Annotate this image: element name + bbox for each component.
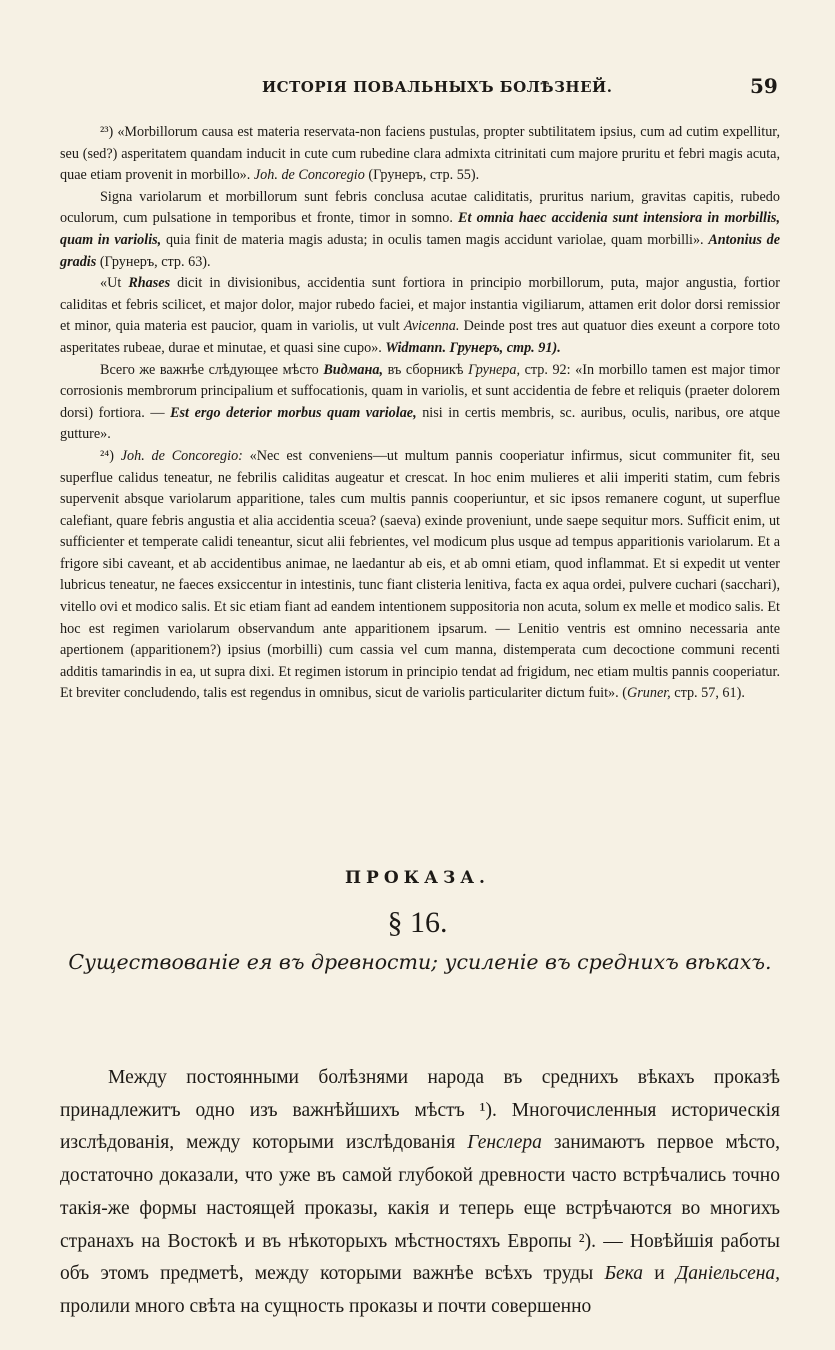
main-text-segment: и <box>654 1263 665 1285</box>
source-author: Widmann. <box>385 339 446 356</box>
footnote-text: стр. 92: «In morbillo tamen est major timor corrosionis membrorum principalium et suffocationis, quam in variolis, et sunt accidentia de febre et reliquis (praeter dolorem dorsi) fortiora. — <box>60 361 780 421</box>
author-name: Даніельсена, <box>675 1263 781 1285</box>
main-paragraph <box>60 1062 780 1324</box>
source-ref: Грунеръ, стр. 91). <box>449 339 561 356</box>
main-text-segment: занимаютъ первое мѣсто, достаточно доказали, что уже въ самой глубокой древности часто встрѣчались точно такія-же формы настоящей проказы, какія и теперь еще встрѣчаются во многихъ странахъ на Востокѣ и въ нѣкоторыхъ мѣстностяхъ Европы ²). — Новѣйшія работы объ этомъ предметѣ, между которыми важнѣе всѣхъ труды <box>60 1132 781 1285</box>
footnote-text: Всего же важнѣе слѣдующее мѣсто <box>100 361 319 378</box>
footnote-23 <box>60 122 780 187</box>
footnotes-block <box>60 122 780 705</box>
footnote-text: «Morbillorum causa est materia reservata-non faciens pustulas, propter subtilitatem ipsius, cum ad cutim expellitur, seu (sed?) asperitatem quandam inducit in cute cum rubedine clara admixta citrinitati cum majore pruritu et febri magis acuta, quae etiam provenit in morbillo». <box>60 124 780 184</box>
source-author: Joh. de Concoregio <box>253 167 365 184</box>
page-number: 59 <box>750 74 778 98</box>
author-name: Видмана, <box>323 361 384 378</box>
main-text-segment: Между постоянными болѣзнями народа въ среднихъ вѣкахъ проказѣ принадлежитъ одно изъ важнѣйшихъ мѣстъ ¹). Многочисленныя историческія изслѣдованія, между которыми изслѣдованія <box>60 1067 780 1154</box>
source-ref: (Грунеръ, стр. 55). <box>368 167 480 184</box>
section-heading: ПРОКАЗА. <box>345 868 490 888</box>
source-author: Antonius de gradis <box>60 231 781 270</box>
footnote-paragraph <box>60 187 780 273</box>
running-head: ИСТОРІЯ ПОВАЛЬНЫХЪ БОЛѢЗНЕЙ. <box>262 78 613 96</box>
page-header <box>0 74 835 104</box>
main-text-segment: пролили много свѣта на сущность проказы и почти совершенно <box>60 1295 592 1317</box>
source-ref: (Грунеръ, стр. 63). <box>99 253 211 270</box>
source-author: Gruner, <box>626 685 671 702</box>
footnote-paragraph <box>60 360 780 446</box>
author-name: Avicenna. <box>403 318 460 335</box>
footnote-paragraph <box>60 273 780 359</box>
footnote-text: nisi in certis membris, sc. auribus, oculis, naribus, ore atque gutture». <box>60 404 780 443</box>
footnote-text: «Nec est conveniens—ut multum pannis cooperiatur infirmus, sicut communiter fit, seu superflue calidus teneatur, ne febrilis caliditas augeatur et crescat. In hoc enim mulieres et alii imperiti statim, cum febris supervenit absque variolarum apparitione, tales cum multis pannis cooperiuntur, et sic ipsos remanere cogunt, ut superflue calefiant, quare febris angustia et alia accidentia sceua? (saeva) exinde proveniunt, unde saepe sequitur mors. Sufficit enim, ut sufficienter et temperate calidi teneantur, sicut alii febrientes, vel modicum plus usque ad tempus apparitionis variolarum. Et a frigore sibi caveant, et ab accidentibus animae, ne laedantur ab eis, et ab omni etiam, quod inflammat. Et si expedit ut venter lubricus teneatur, ne faeces exsiccentur in intestinis, tunc fiant clisteria lenitiva, facta ex aqua ordei, pulvere cuchari (sacchari), vitello ovi et modico salis. Et sic etiam fiant ad eandem intentionem suppositoria non acuta, solum ex melle et modico salis. Et hoc est regimen variolarum observandum ante apparitionem ipsarum. — Lenitio ventris est omnino necessaria ante apertionem (apparitionem?) ipsius (morbilli) cum cassia vel cum manna, distemperata cum decoctione communi recenti additis tamarindis in ea, ut supra dixi. Et regimen istorum in principio tendat ad frigidum, nec etiam multis pannis cooperiatur. Et breviter concludendo, talis est regendus in omnibus, sicut de variolis particulariter dictum fuit». <box>60 447 781 702</box>
footnote-marker: ²³) <box>100 124 114 140</box>
author-name: Бека <box>604 1263 644 1285</box>
source-author: Joh. de Concoregio: <box>120 447 243 464</box>
footnote-text: въ сборникѣ <box>387 361 464 378</box>
footnote-text: quia finit de materia magis adusta; in oculis tamen magis accidunt variolae, quam morbilli». <box>165 231 704 248</box>
source-ref: стр. 57, 61). <box>674 685 745 702</box>
footnote-text: dicit in divisionibus, accidentia sunt fortiora in principio morbillorum, puta, major angustia, fortior caliditas et febris scilicet, et major dolor, major rubedo faciei, et major instantia vigiliarum, attamen erit dolor dorsi remissior et minor, quia materia est paucior, quam in variolis, ut vult <box>60 275 780 335</box>
footnote-text: «Ut <box>100 275 122 292</box>
section-subtitle: Существованіе ея въ древности; усиленіе въ среднихъ вѣкахъ. <box>68 950 772 974</box>
footnote-text: Deinde post tres aut quatuor dies exeunt a corpore toto asperitates rubeae, durae et minutae, et quasi sine cupo». <box>60 318 781 356</box>
emphasis-text: Et omnia haec accidenia sunt intensiora in morbillis, quam in variolis, <box>60 210 780 248</box>
main-text <box>60 1062 780 1324</box>
section-number: § 16. <box>387 906 448 939</box>
emphasis-text: Est ergo deterior morbus quam variolae, <box>170 404 417 421</box>
author-name: Rhases <box>128 275 171 292</box>
footnote-text: Signa variolarum et morbillorum sunt febris conclusa acutae caliditatis, pruritus narium, gravitas capitis, rubedo oculorum, cum pulsatione in temporibus et fronte, timor in somno. <box>60 188 780 227</box>
footnote-24: ²⁴) Joh. de Concoregio: «Nec est conveniens—ut multum pannis cooperiatur infirmus, sicut communiter fit, seu superflue calidus teneatur, ne febrilis caliditas augeatur et crescat. In hoc enim mulieres et alii imperiti statim, cum febris supervenit absque variolarum apparitione, tales cum multis pannis cooperiuntur, et sic ipsos remanere cogunt, ut superflue calefiant, quare febris angustia et alia accidentia sceua? (saeva) exinde proveniunt, unde saepe sequitur mors. Sufficit enim, ut sufficienter et temperate calidi teneantur, sicut alii febrientes, vel modicum plus usque ad tempus apparitionis variolarum. Et a frigore sibi caveant, et ab accidentibus animae, ne laedantur ab eis, et ab omni etiam, quod inflammat. Et si expedit ut venter lubricus teneatur, ne faeces exsiccentur in intestinis, tunc fiant clisteria lenitiva, facta ex aqua ordei, pulvere cuchari (sacchari), vitello ovi et modico salis. Et sic etiam fiant ad eandem intentionem suppositoria non acuta, solum ex melle et modico salis. Et hoc est regimen variolarum observandum ante apparitionem ipsarum. — Lenitio ventris est omnino necessaria ante apertionem (apparitionem?) ipsius (morbilli) cum cassia vel cum manna, distemperata cum decoctione communi recenti additis tamarindis in ea, ut supra dixi. Et regimen istorum in principio tendat ad frigidum, nec etiam multis pannis cooperiatur. Et breviter concludendo, talis est regendus in omnibus, sicut de variolis particulariter dictum fuit». (Gruner, стр. 57, 61). <box>60 447 781 702</box>
footnote-marker: ²⁴) <box>100 447 114 464</box>
author-name: Грунера, <box>468 361 521 378</box>
author-name: Генслера <box>467 1132 542 1154</box>
